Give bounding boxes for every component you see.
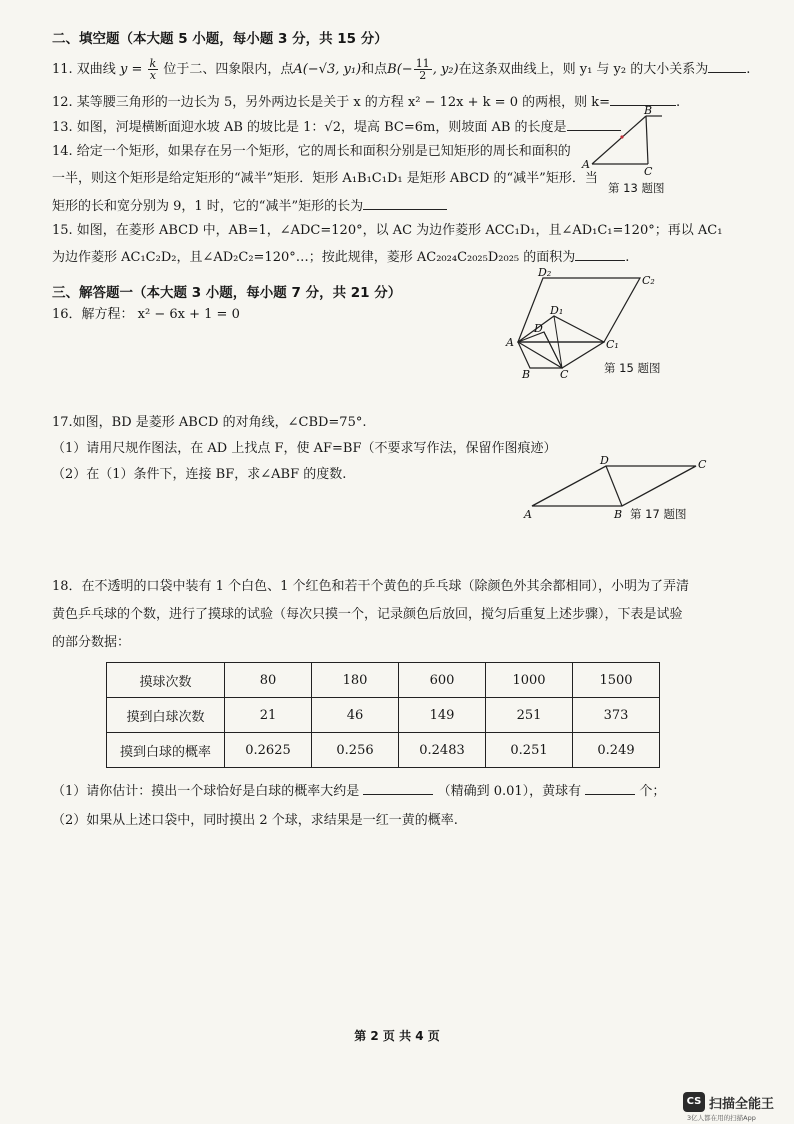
- q18-line-2: 黄色乒乓球的个数，进行了摸球的试验（每次只摸一个，记录颜色后放回，搅匀后重复上述步骤），下表是试验: [52, 607, 683, 622]
- q17-line-1: 17.如图，BD 是菱形 ABCD 的对角线，∠CBD=75°.: [52, 415, 367, 430]
- q11-point-a: A(−√3, y₁): [293, 62, 362, 77]
- fig13-label-b: B: [644, 106, 653, 117]
- q15-line-2-text: 为边作菱形 AC₁C₂D₂，且∠AD₂C₂=120°…；按此规律，菱形 AC₂₀₂₄C₂₀₂₅D₂₀₂₅ 的面积为: [52, 250, 576, 265]
- fig17-diagonal-bd: [606, 466, 622, 506]
- question-16: 16．解方程： x² − 6x + 1 = 0: [52, 307, 240, 322]
- fig17-label-c: C: [698, 458, 707, 471]
- table-cell: 0.251: [486, 733, 573, 768]
- fig17-label-d: D: [600, 456, 609, 467]
- q11-fraction-11-over-2: [414, 58, 432, 81]
- fig15-label-c1: C₁: [606, 338, 619, 351]
- fig15-label-d: D: [534, 322, 543, 335]
- table-row: [107, 663, 660, 698]
- figure-13: [578, 106, 694, 176]
- fig13-height-bc: [646, 116, 648, 164]
- q11-text-d: 在这条双曲线上，则 y₁ 与 y₂ 的大小关系为: [458, 62, 709, 77]
- q18-part1-text-c: 个；: [639, 784, 666, 799]
- fig15-label-d2: D₂: [538, 266, 552, 279]
- q18-line-1: 18．在不透明的口袋中装有 1 个白色、1 个红色和若干个黄色的乒乓球（除颜色外其余都相同），小明为了弄清: [52, 579, 689, 594]
- q14-line-1: 14. 给定一个矩形，如果存在另一个矩形，它的周长和面积分别是已知矩形的周长和面积的: [52, 144, 571, 159]
- q11-intro: 11. 双曲线: [52, 62, 116, 77]
- q18-yellow-count-blank[interactable]: [585, 782, 635, 795]
- q18-part1-text-b: （精确到 0.01），黄球有: [437, 784, 582, 799]
- q11-end: .: [746, 62, 751, 77]
- table-cell: 180: [312, 663, 399, 698]
- table-cell: 1000: [486, 663, 573, 698]
- q11-num-11: 11: [415, 57, 430, 70]
- q18-probability-blank[interactable]: [363, 782, 433, 795]
- section2-heading: 二、填空题（本大题 5 小题，每小题 3 分，共 15 分）: [52, 31, 388, 47]
- q12-text: 12. 某等腰三角形的一边长为 5，另外两边长是关于 x 的方程 x² − 12x + k = 0 的两根，则 k=: [52, 95, 611, 110]
- q15-answer-blank[interactable]: [575, 248, 625, 261]
- table-cell: 0.256: [312, 733, 399, 768]
- q11-fraction-k-over-x: [148, 58, 159, 81]
- q12-answer-blank[interactable]: [610, 93, 676, 106]
- q15-line-1: 15. 如图，在菱形 ABCD 中，AB=1，∠ADC=120°，以 AC 为边作菱形 ACC₁D₁，且∠AD₁C₁=120°；再以 AC₁: [52, 223, 723, 238]
- q11-answer-blank[interactable]: [708, 60, 746, 73]
- table-row-header: 摸球次数: [107, 663, 225, 698]
- table-cell: 46: [312, 698, 399, 733]
- q11-point-b-suffix: , y₂): [432, 62, 459, 77]
- question-14-line-3: [52, 197, 447, 216]
- q18-part-2: （2）如果从上述口袋中，同时摸出 2 个球，求结果是一红一黄的概率.: [52, 813, 458, 828]
- scanner-watermark: [683, 1092, 789, 1122]
- q18-part-1: [52, 782, 665, 801]
- section3-heading: 三、解答题一（本大题 3 小题，每小题 7 分，共 21 分）: [52, 285, 402, 301]
- table-row-header: 摸到白球次数: [107, 698, 225, 733]
- table-cell: 149: [399, 698, 486, 733]
- table-cell: 1500: [573, 663, 660, 698]
- fig15-caption: 第 15 题图: [604, 361, 661, 375]
- fig15-label-b: B: [522, 368, 531, 380]
- q11-k: k: [149, 57, 157, 70]
- q18-part1-text-a: （1）请你估计：摸出一个球恰好是白球的概率大约是: [52, 784, 360, 799]
- q15-end: .: [625, 250, 630, 265]
- q11-text-b: 位于二、四象限内，点: [163, 62, 294, 77]
- q17-line-3: （2）在（1）条件下，连接 BF，求∠ABF 的度数.: [52, 467, 347, 482]
- fig17-caption: 第 17 题图: [630, 507, 687, 521]
- figure-17: [520, 456, 718, 522]
- q11-eq: =: [131, 62, 143, 77]
- question-11: [52, 58, 750, 81]
- q14-line-3-text: 矩形的长和宽分别为 9，1 时，它的“减半”矩形的长为: [52, 199, 364, 214]
- q11-x: x: [149, 69, 156, 82]
- fig13-red-mark: [620, 135, 623, 138]
- table-cell: 373: [573, 698, 660, 733]
- q17-line-2: （1）请用尺规作图法，在 AD 上找点 F，使 AF=BF（不要求写作法，保留作图痕迹）: [52, 441, 557, 456]
- q11-text-c: 和点: [361, 62, 388, 77]
- page-footer: 第 2 页 共 4 页: [354, 1029, 440, 1043]
- fig13-label-c: C: [644, 165, 653, 176]
- q11-den-2: 2: [419, 69, 427, 82]
- fig17-label-b: B: [614, 508, 623, 521]
- q11-point-b-prefix: B(−: [387, 62, 413, 77]
- q18-data-table: [106, 662, 660, 768]
- table-row: [107, 733, 660, 768]
- fig13-label-a: A: [582, 158, 590, 171]
- q18-line-3: 的部分数据：: [52, 635, 131, 650]
- table-cell: 80: [225, 663, 312, 698]
- scanner-logo-icon: CS: [683, 1092, 705, 1112]
- table-row: [107, 698, 660, 733]
- table-cell: 251: [486, 698, 573, 733]
- scanner-app-name: 扫描全能王: [709, 1097, 775, 1112]
- fig15-label-c: C: [560, 368, 569, 380]
- table-cell: 0.249: [573, 733, 660, 768]
- table-cell: 0.2483: [399, 733, 486, 768]
- q11-y: y: [119, 62, 128, 77]
- q13-text: 13. 如图，河堤横断面迎水坡 AB 的坡比是 1：√2，堤高 BC=6m，则坡面 AB 的长度是: [52, 120, 567, 135]
- table-cell: 21: [225, 698, 312, 733]
- fig13-caption: 第 13 题图: [608, 181, 665, 195]
- q14-answer-blank[interactable]: [363, 197, 447, 210]
- fig15-label-c2: C₂: [642, 274, 655, 287]
- table-cell: 0.2625: [225, 733, 312, 768]
- fig17-label-a: A: [524, 508, 532, 521]
- question-13: [52, 118, 621, 137]
- q12-end: .: [676, 95, 681, 110]
- table-cell: 600: [399, 663, 486, 698]
- q14-line-2: 一半，则这个矩形是给定矩形的“减半”矩形．矩形 A₁B₁C₁D₁ 是矩形 ABCD 的“减半”矩形．当: [52, 171, 598, 186]
- fig15-label-d1: D₁: [550, 304, 564, 317]
- table-row-header: 摸到白球的概率: [107, 733, 225, 768]
- scanner-tagline: 3亿人都在用的扫描App: [687, 1114, 756, 1122]
- fig15-label-a: A: [506, 336, 514, 349]
- fig13-slope-ab: [592, 116, 646, 164]
